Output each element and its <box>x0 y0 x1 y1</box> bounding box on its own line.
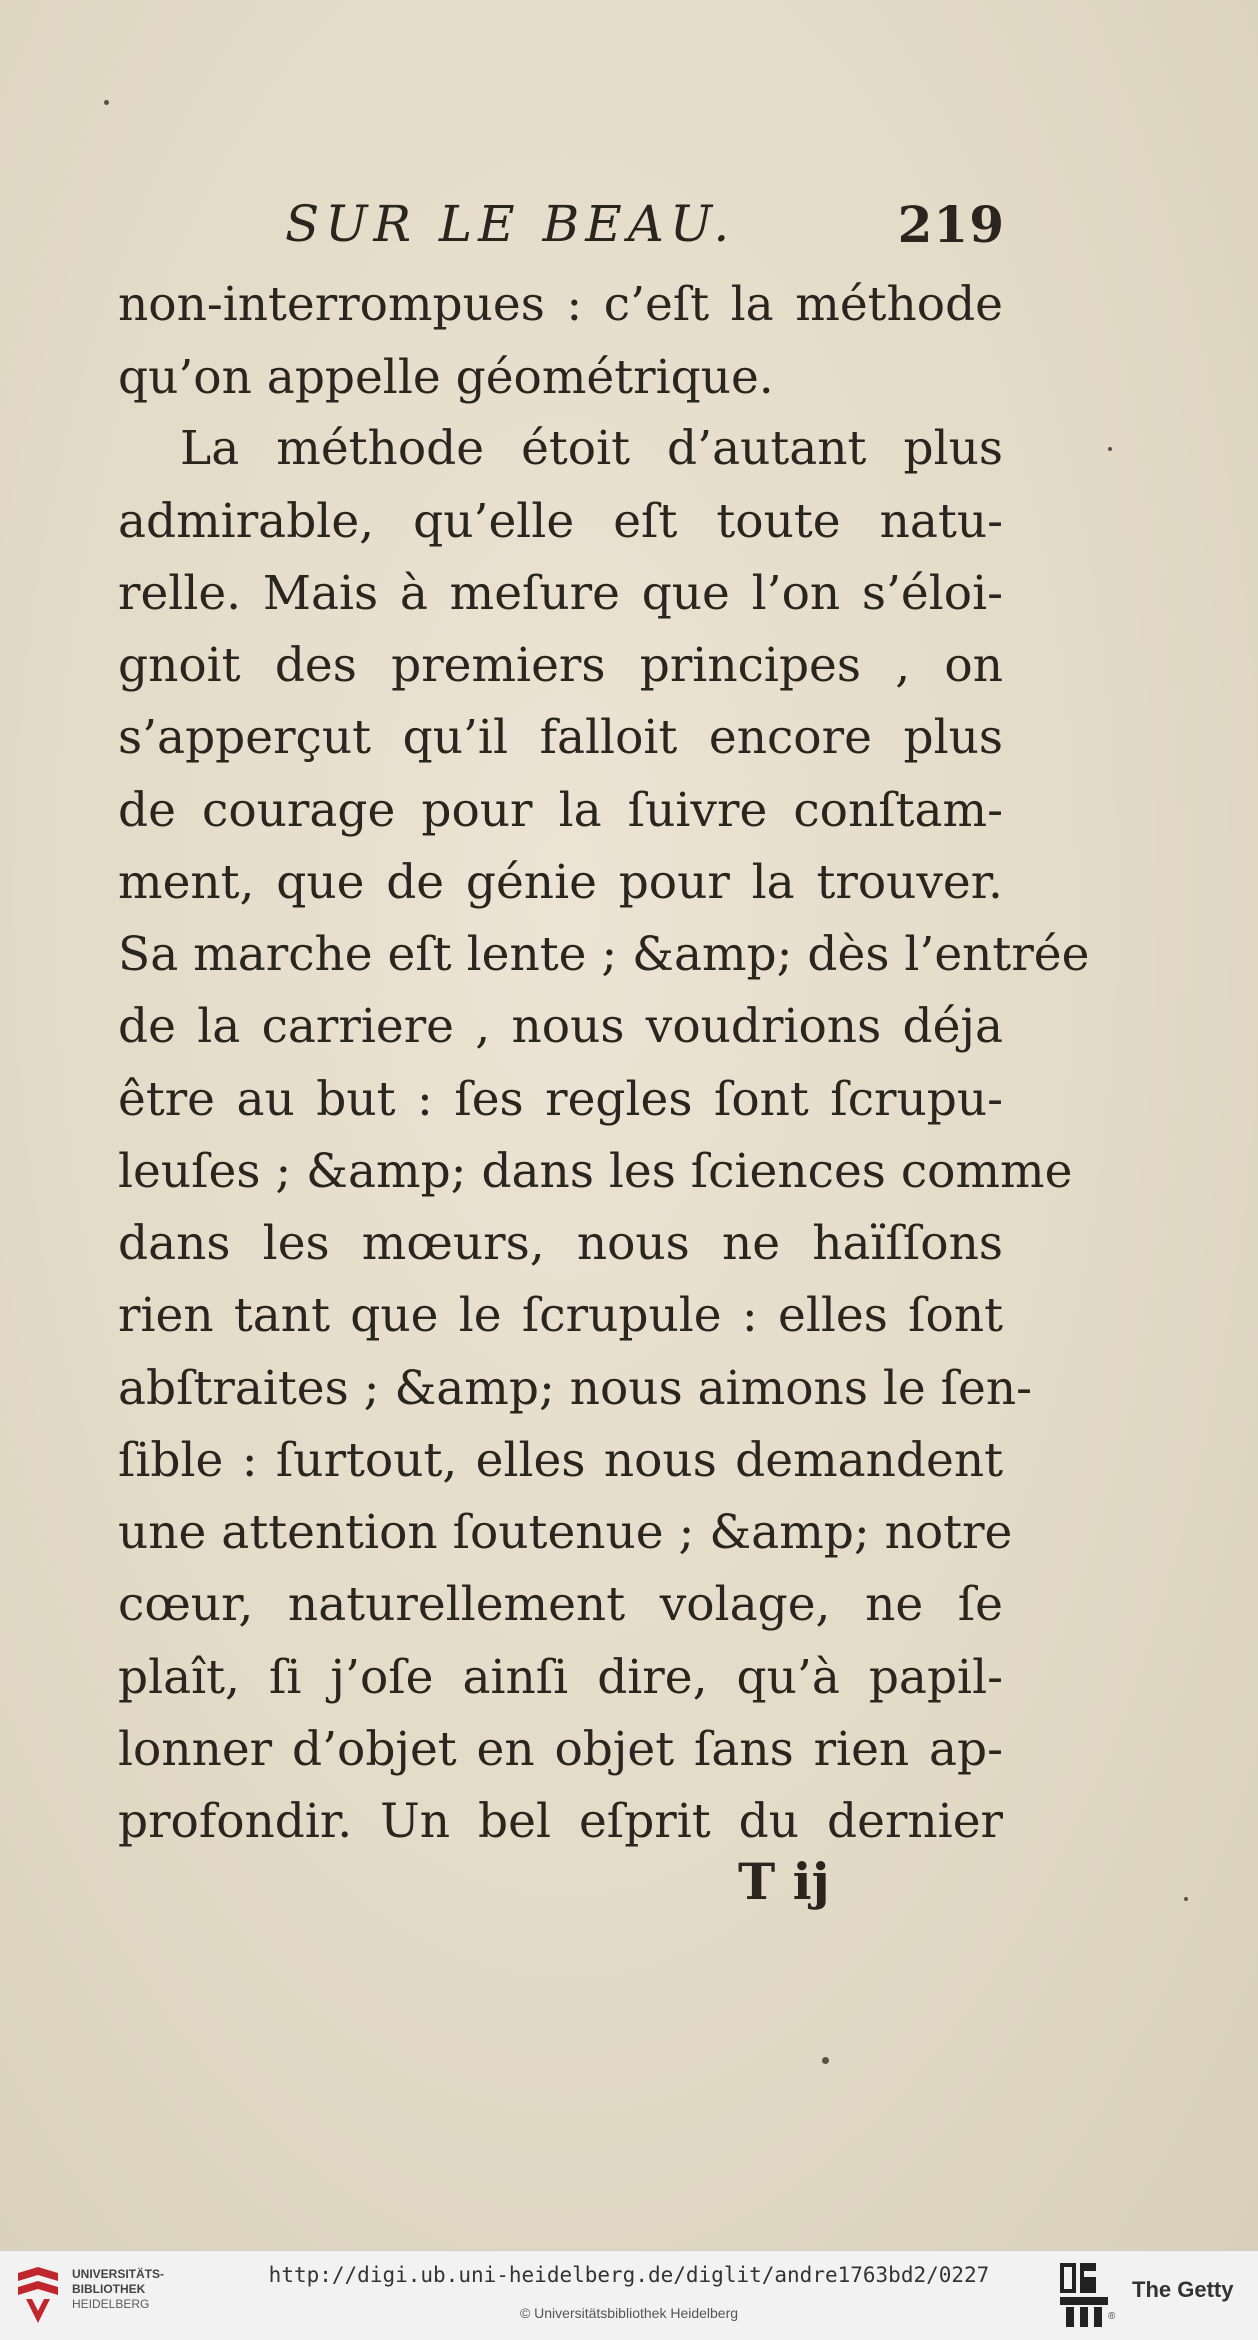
ink-speck <box>104 100 109 105</box>
text-line: de la carriere , nous voudrions déja <box>118 999 1003 1054</box>
text-line: relle. Mais à meſure que l’on s’éloi- <box>118 566 1003 621</box>
page-number: 219 <box>897 195 1005 254</box>
ink-speck <box>1108 447 1112 451</box>
text-line: qu’on appelle géométrique. <box>118 350 774 405</box>
text-line: dans les mœurs, nous ne haïſſons <box>118 1216 1003 1271</box>
text-line: leuſes ; &amp; dans les ſciences comme <box>118 1144 1073 1199</box>
permalink-url[interactable]: http://digi.ub.uni-heidelberg.de/diglit/andre1763bd2/0227 <box>268 2263 990 2287</box>
text-line: de courage pour la ſuivre conſtam- <box>118 783 1003 838</box>
text-line: non-interrompues : c’eſt la méthode <box>118 277 1003 332</box>
signature-mark: T ij <box>738 1852 830 1911</box>
getty-logo-icon <box>1058 2261 1110 2329</box>
text-line: s’apperçut qu’il falloit encore plus <box>118 710 1003 765</box>
text-line: profondir. Un bel eſprit du dernier <box>118 1794 1003 1849</box>
ink-speck <box>1184 1897 1188 1901</box>
text-line: une attention ſoutenue ; &amp; notre <box>118 1505 1013 1560</box>
running-head <box>285 195 1005 265</box>
partner-name: The Getty <box>1132 2277 1234 2302</box>
viewer-footer <box>0 2250 1258 2340</box>
registered-mark: ® <box>1108 2311 1116 2322</box>
text-line: lonner d’objet en objet ſans rien ap- <box>118 1722 1003 1777</box>
text-line: La méthode étoit d’autant plus <box>180 421 1003 476</box>
copyright-notice: © Universitätsbibliothek Heidelberg <box>519 2305 739 2321</box>
ink-speck <box>822 2057 829 2064</box>
text-line: gnoit des premiers principes , on <box>118 638 1003 693</box>
library-name: UNIVERSITÄTS- BIBLIOTHEK HEIDELBERG <box>72 2267 165 2311</box>
text-line: admirable, qu’elle eſt toute natu- <box>118 494 1003 549</box>
text-line: rien tant que le ſcrupule : elles ſont <box>118 1288 1003 1343</box>
text-line: plaît, ſi j’oſe ainſi dire, qu’à papil- <box>118 1650 1003 1705</box>
text-line: être au but : ſes regles ſont ſcrupu- <box>118 1072 1003 1127</box>
text-line: cœur, naturellement volage, ne ſe <box>118 1577 1003 1632</box>
text-line: ſible : ſurtout, elles nous demandent <box>118 1433 1003 1488</box>
text-line: ment, que de génie pour la trouver. <box>118 855 1003 910</box>
running-head-title: SUR LE BEAU. <box>285 195 736 253</box>
text-line: Sa marche eſt lente ; &amp; dès l’entrée <box>118 927 1090 982</box>
text-line: abſtraites ; &amp; nous aimons le ſen- <box>118 1361 1033 1416</box>
